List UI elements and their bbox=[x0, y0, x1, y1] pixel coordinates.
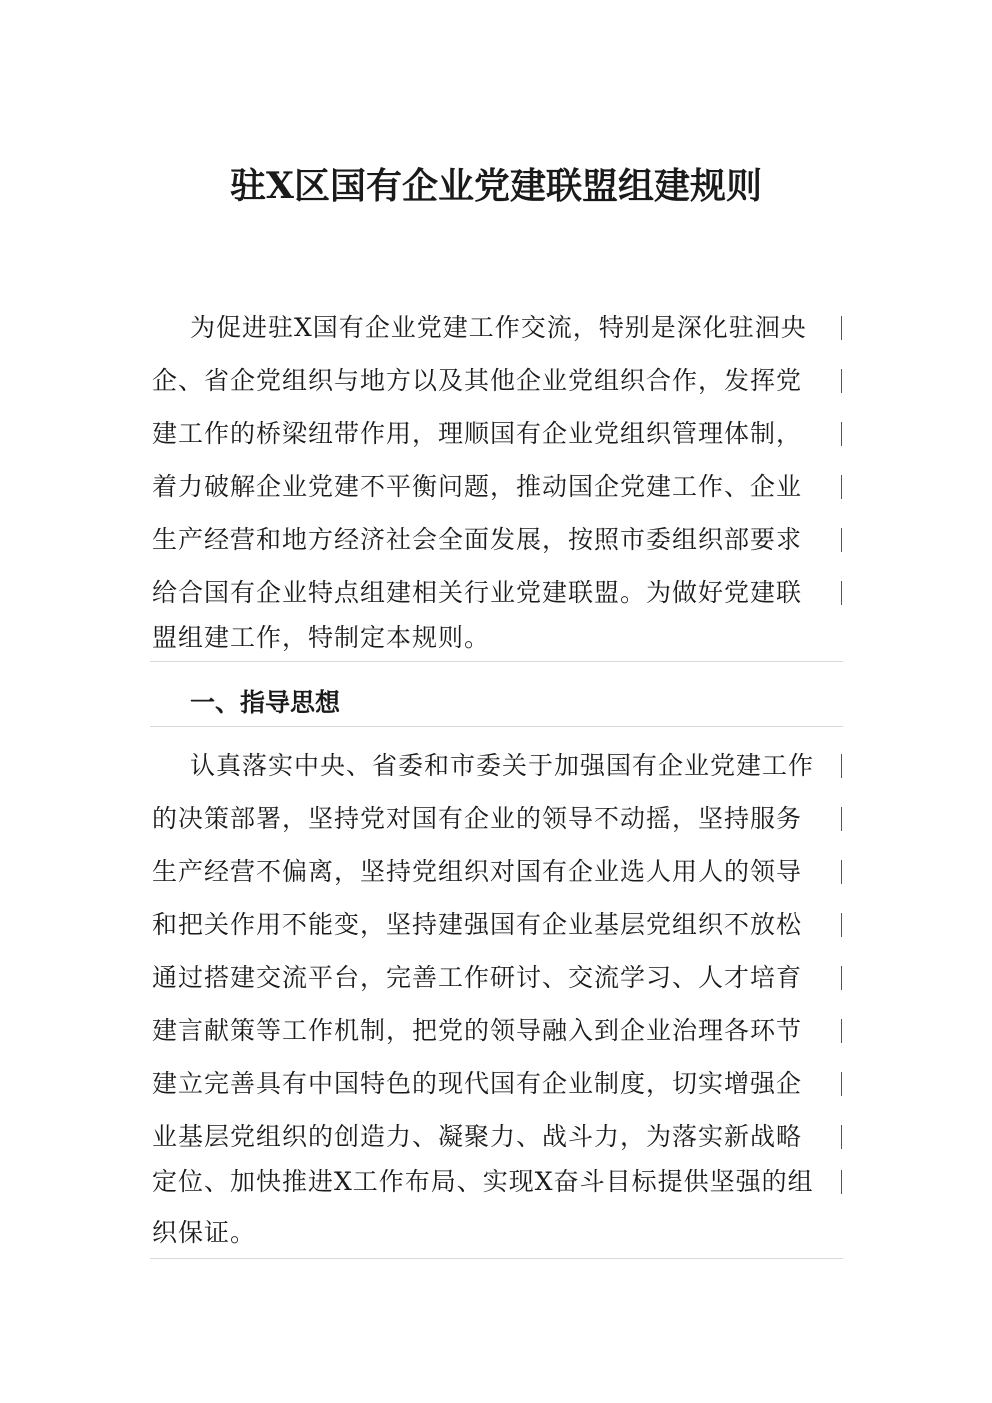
intro-line-4: 着力破解企业党建不平衡问题，推动国企党建工作、企业 bbox=[152, 472, 803, 501]
line-end-marker bbox=[841, 807, 842, 831]
section-line-1: 认真落实中央、省委和市委关于加强国有企业党建工作 bbox=[190, 751, 815, 780]
section-line-7: 建立完善具有中国特色的现代国有企业制度，切实增强企 bbox=[152, 1069, 803, 1098]
separator-line bbox=[150, 726, 843, 727]
section-line-6: 建言献策等工作机制，把党的领导融入到企业治理各环节 bbox=[152, 1016, 803, 1045]
section-line-4: 和把关作用不能变，坚持建强国有企业基层党组织不放松 bbox=[152, 910, 803, 939]
line-end-marker bbox=[841, 754, 842, 778]
section-line-8: 业基层党组织的创造力、凝聚力、战斗力，为落实新战略 bbox=[152, 1122, 803, 1151]
line-end-marker bbox=[841, 966, 842, 990]
line-end-marker bbox=[841, 1019, 842, 1043]
intro-line-2: 企、省企党组织与地方以及其他企业党组织合作，发挥党 bbox=[152, 366, 803, 395]
intro-line-5: 生产经营和地方经济社会全面发展，按照市委组织部要求 bbox=[152, 525, 803, 554]
section-line-2: 的决策部署，坚持党对国有企业的领导不动摇，坚持服务 bbox=[152, 804, 803, 833]
line-end-marker bbox=[841, 475, 842, 499]
section-line-10: 织保证。 bbox=[152, 1218, 257, 1247]
line-end-marker bbox=[841, 1125, 842, 1149]
document-title: 驻X区国有企业党建联盟组建规则 bbox=[230, 165, 762, 207]
section-heading: 一、指导思想 bbox=[190, 688, 341, 717]
line-end-marker bbox=[841, 422, 842, 446]
line-end-marker bbox=[841, 1072, 842, 1096]
line-end-marker bbox=[841, 581, 842, 605]
line-end-marker bbox=[841, 913, 842, 937]
separator-line bbox=[150, 661, 843, 662]
line-end-marker bbox=[841, 369, 842, 393]
section-line-5: 通过搭建交流平台，完善工作研讨、交流学习、人才培育 bbox=[152, 963, 803, 992]
line-end-marker bbox=[841, 860, 842, 884]
section-line-3: 生产经营不偏离，坚持党组织对国有企业选人用人的领导 bbox=[152, 857, 803, 886]
intro-line-7: 盟组建工作，特制定本规则。 bbox=[152, 623, 491, 652]
section-line-9: 定位、加快推进X工作布局、实现X奋斗目标提供坚强的组 bbox=[152, 1167, 814, 1196]
separator-line bbox=[150, 1258, 843, 1259]
intro-line-1: 为促进驻X国有企业党建工作交流，特别是深化驻洄央 bbox=[190, 313, 807, 342]
line-end-marker bbox=[841, 1170, 842, 1194]
line-end-marker bbox=[841, 316, 842, 340]
intro-line-3: 建工作的桥梁纽带作用，理顺国有企业党组织管理体制， bbox=[152, 419, 803, 448]
intro-line-6: 给合国有企业特点组建相关行业党建联盟。为做好党建联 bbox=[152, 578, 803, 607]
line-end-marker bbox=[841, 528, 842, 552]
